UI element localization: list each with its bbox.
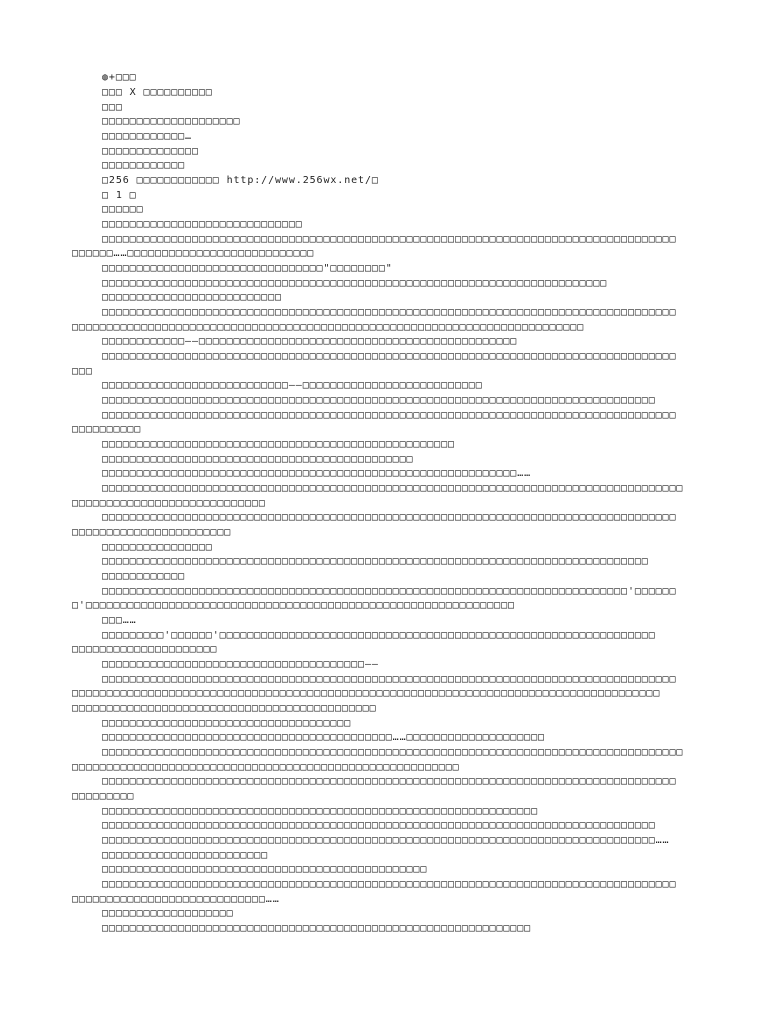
text-line: □□□□□□□□□□□□□□□□□□□□□ <box>72 644 218 655</box>
text-line: □□□□□□□□□□□□□□□□□□□□□□□□□□□□□□□□□□□□□□□□□□□□□□□□□□□□□□□□□□□□□□□□□□□□□□□□□□□□□□□□□□□ <box>102 512 677 523</box>
text-line: □□□ X □□□□□□□□□□ <box>102 87 213 98</box>
text-line: □□□□□□□□□□□□□□□□□□□□□□□□□□□□□□□□□□□□□□□□□□□□□□□□□□□□□□□□□□□□□□□□□□□□□□□□□□□□□□□□□□□ <box>102 307 677 318</box>
text-line: □□□□□□□□□□□□□□ <box>102 146 199 157</box>
text-line: □□□□□□□□□'□□□□□□'□□□□□□□□□□□□□□□□□□□□□□□□□□□□□□□□□□□□□□□□□□□□□□□□□□□□□□□□□□□□□□□ <box>102 630 656 641</box>
text-line: □□□□□□□□□□□□□□□□ <box>102 542 213 553</box>
text-line: □□□□□□□□□□□□ <box>102 160 186 171</box>
text-line: □□□□□□□□□□□□□□□□□□□□□□□□□□□□□□□□□□□□□□□□□□□□□□□□□□□□□□□□ <box>72 762 460 773</box>
text-line: □□□□□□□□□□□□□□□□□□□□□□□□□□□□□□□□□□□□□□—— <box>102 659 379 670</box>
text-line: □□□□□□□□□□□□□□□□□□□□□□□□□□□□□□□□□□□□□□□□□□□□□□□□□□□□□□□□□□□□□□□□□□□□□□□□□□□□□□□□ <box>102 820 656 831</box>
text-line: □□□□□□……□□□□□□□□□□□□□□□□□□□□□□□□□□□ <box>72 248 315 259</box>
text-line: □□□□□□□□□□□□□□□□□□□□□□□□□□□□□ <box>102 219 303 230</box>
text-line: □256 □□□□□□□□□□□□ http://www.256wx.net/□ <box>102 175 379 186</box>
text-line: □□□□□□□□□□□□□□□□□□□□□□□□□□□□□□□□□□□□□□□□□□□□□□□□□□□□□□□□□□□□□□□□□□□□□□□□□□□□□□□□□□□□□ <box>72 688 661 699</box>
text-line: □□□□□□□□□□□□□□□□□□□□□□□□□□□□□□□□□□□□□□□□□□□□□□□□□□□□□□□□□□□□□□□□□□□□□□□□□□□□□□□□□□□ <box>102 234 677 245</box>
text-line: □□□□□□□□□□□□□□□□□□□□□□□□□□□□□□□□□□□□□□□□□□□□□□□□□□□□□□□□□□□□□□□□□□□□□□□□□□□□□□□□□□□ <box>102 879 677 890</box>
text-line: □□□ <box>102 102 123 113</box>
text-line: □□□□□□□□□□□□□□□□□□□□□□□□□□□□□□□□□□□□□□□□□□□□□□□□□□□□□□□□□□□□□□□ <box>102 806 538 817</box>
text-line: □□□□□□□□□□□□□□□□□□□□□□□□□□□□□□□□□□□□□□□□□□□□□□□□□□□□□□□□□□□□□□□□□□□□□□□□□□□□□□□□□□□ <box>102 351 677 362</box>
text-line: □□□□□□□□□□□□□□□□□□□□□□□□□□□□□□□□□□□□□□□□□□□□□□□□□□□□□□□□□□□□…… <box>102 468 532 479</box>
text-line: □□□□□□□□□□□□□□□□□□□□□□□□□□□□□□□□□□□□□□□□□□□□□□□□□□□□□□□□□□□□□□□□□□□□□□□□□□□□□□□ <box>102 556 649 567</box>
text-line: □□□□□□□□□□□□□□□□□□□□□□□□□□□□□□□□□□□□□□□□□□□□□□□□□□□ <box>102 439 455 450</box>
text-line: □□□□□□□□□□□□□□□□□□□□□□□□□□□□□□□□□□□□□□□□□□□□□ <box>102 454 414 465</box>
text-line: □□□□□□□□□□□□□□□□□□□□□□□□□□□□□□□□□□□□□□□□□□□□□□□□□□□□□□□□□□□□□□□□□□□□□□□□□□□□'□□□□□□ <box>102 586 677 597</box>
text-line: ◍+□□□ <box>102 72 137 83</box>
text-line: □□□□□□□□□□□□□□□□□□□□ <box>102 116 241 127</box>
text-line: □ 1 □ <box>102 190 137 201</box>
text-line: □□□□□□□□□□□□□□□□□□□□□□□□□□□□□□□□"□□□□□□□□" <box>102 263 393 274</box>
text-line: □□□□□□□□□□□□□□□□□□□□□□□□□□□□□□□□□□□□ <box>102 718 352 729</box>
text-line: □□□□□□□□□□□□□□□□□□□ <box>102 908 234 919</box>
text-line: □□□□□□□□□□□□□□□□□□□□□□□□□□□□□□□□□□□□□□□□□□□□□□□□□□□□□□□□□□□□□□ <box>102 923 532 934</box>
text-line: □□□□□□□□□□□□□□□□□□□□□□□□□□□□□□□□□□□□□□□□□□□□□□□□□□□□□□□□□□□□□□□□□□□□□□□□□□□□□□□□□□□ <box>102 410 677 421</box>
text-line: □□□□□□□□□□□□□□□□□□□□□□□□□□□□ <box>72 498 266 509</box>
text-line: □□□□□□□□□□□□□□□□□□□□□□□□□□ <box>102 292 282 303</box>
text-line: □□□□□□□□□□□□□□□□□□□□□□□□□□□□□□□□□□□□□□□□□□□□□□□□□□□□□□□□□□□□□□□□□□□□□□□□□□□□□□□□□□□ <box>102 674 677 685</box>
text-line: □□□□□□□□□□□□□□□□□□□□□□□□□□□□□□□□□□□□□□□□□□□□□□□□□□□□□□□□□□□□□□□□□□□□□□□□□□ <box>72 322 585 333</box>
text-line: □□□□□□□□□□□□□□□□□□□□□□□□□□□□□□□□□□□□□□□□□□□□□□□□□□□□□□□□□□□□□□□□□□□□□□□□□□□□□□□□□□□□ <box>102 747 684 758</box>
text-line: □□□□□□□□□□□□——□□□□□□□□□□□□□□□□□□□□□□□□□□□□□□□□□□□□□□□□□□□□□□ <box>102 336 518 347</box>
text-line: □□□□□□□□□□□□□□□□□□□□□□□□ <box>102 850 269 861</box>
text-line: □□□…… <box>102 615 137 626</box>
text-line: □□□□□□□□□□□□□□□□□□□□□□□ <box>72 527 232 538</box>
text-line: □□□□□□□□□□□□□□□□□□□□□□□□□□□□□□□□□□□□□□□□□□□□□□□□□□□□□□□□□□□□□□□□□□□□□□□□□□□□□□□□□□□ <box>102 776 677 787</box>
text-line: □□□□□□□□□□□□□□□□□□□□□□□□□□□□…… <box>72 894 280 905</box>
text-line: □□□□□□□□□□□□□□□□□□□□□□□□□□□□□□□□□□□□□□□□□□□□□□□ <box>102 864 428 875</box>
text-line: □□□□□□□□□□□□□□□□□□□□□□□□□□□□□□□□□□□□□□□□□□□□□□□□□□□□□□□□□□□□□□□□□□□□□□□□□□□□□□□□□□□□ <box>102 483 684 494</box>
text-line: □□□□□□□□□□□□□□□□□□□□□□□□□□□□□□□□□□□□□□□□□□□□□□□□□□□□□□□□□□□□□□□□□□□□□□□□□□□□□□□□ <box>102 395 656 406</box>
text-line: □□□□□□□□□□□□□□□□□□□□□□□□□□□□□□□□□□□□□□□□□□……□□□□□□□□□□□□□□□□□□□□ <box>102 732 545 743</box>
text-line: □□□□□□□□□□□□□□□□□□□□□□□□□□□□□□□□□□□□□□□□□□□□ <box>72 703 377 714</box>
text-line: □□□□□□□□□□□□□□□□□□□□□□□□□□□□□□□□□□□□□□□□□□□□□□□□□□□□□□□□□□□□□□□□□□□□□□□□□□□□□□□□…… <box>102 835 670 846</box>
text-line: □□□□□□□□□□□□… <box>102 131 192 142</box>
text-line: □□□□□□□□□□ <box>72 424 142 435</box>
text-line: □□□□□□□□□□□□□□□□□□□□□□□□□□□□□□□□□□□□□□□□□□□□□□□□□□□□□□□□□□□□□□□□□□□□□□□□□ <box>102 278 608 289</box>
text-line: □□□□□□□□□ <box>72 791 135 802</box>
text-line: □'□□□□□□□□□□□□□□□□□□□□□□□□□□□□□□□□□□□□□□□□□□□□□□□□□□□□□□□□□□□□□□ <box>72 600 515 611</box>
text-line: □□□□□□ <box>102 204 144 215</box>
text-line: □□□ <box>72 366 93 377</box>
text-line: □□□□□□□□□□□□□□□□□□□□□□□□□□□——□□□□□□□□□□□□□□□□□□□□□□□□□□ <box>102 380 483 391</box>
text-line: □□□□□□□□□□□□ <box>102 571 186 582</box>
